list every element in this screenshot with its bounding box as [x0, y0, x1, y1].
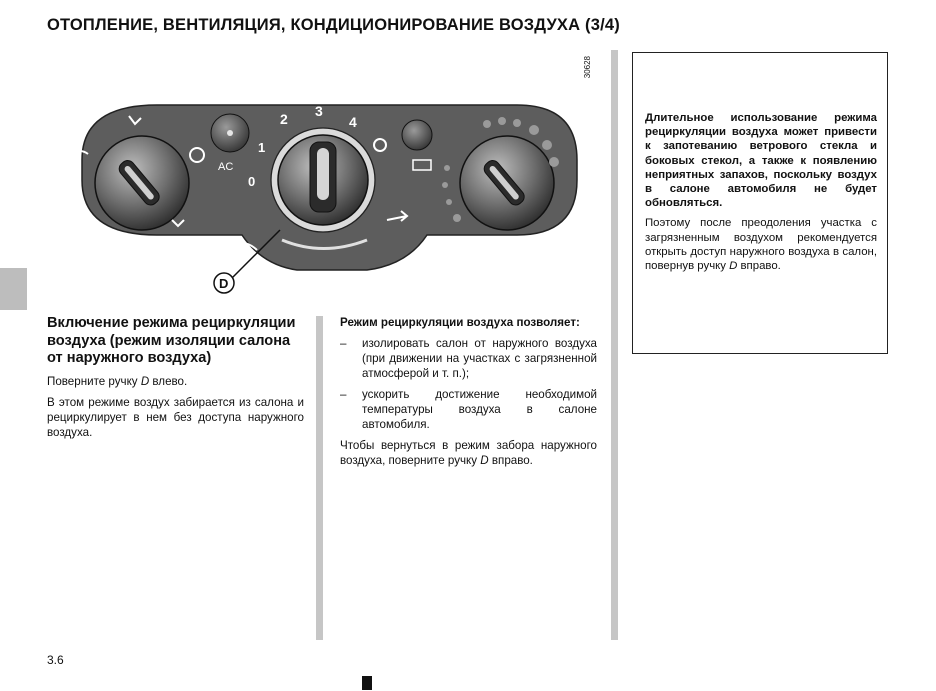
- print-mark: [362, 676, 372, 690]
- p1-text-end: влево.: [149, 374, 188, 388]
- list-item: – изолировать салон от наружного воздуха (при движении на участках с загрязненной атмосферой и т. п.);: [340, 336, 597, 381]
- section-heading: Включение режима рециркуляции воздуха (режим изоляции салона от наружного воздуха): [47, 315, 296, 366]
- knob-ref: D: [729, 260, 738, 273]
- middle-lead: Режим рециркуляции воздуха позволяет:: [340, 316, 580, 329]
- title-part: (3/4): [585, 16, 620, 34]
- section-p2: В этом режиме воздух забирается из салона и рециркулирует в нем без доступа наружного воздуха.: [47, 395, 304, 439]
- chapter-tab: [0, 268, 27, 310]
- temperature-knob: [95, 136, 189, 230]
- knob-ref: D: [140, 374, 150, 388]
- air-distribution-knob: [460, 136, 554, 230]
- note-box: [632, 52, 888, 354]
- middle-column: [340, 315, 597, 474]
- section-p1: [47, 374, 304, 389]
- benefits-list: [340, 336, 597, 432]
- page-title: [47, 16, 620, 35]
- defrost-windscreen-icon: [72, 151, 88, 154]
- return-text: Чтобы вернуться в режим забора наружного воздуха, поверните ручку: [340, 439, 597, 467]
- ac-button: [211, 114, 249, 152]
- knob-ref: D: [480, 454, 489, 467]
- return-paragraph: [340, 438, 597, 468]
- ac-label: AC: [218, 161, 234, 173]
- callout-d-label: D: [219, 276, 229, 291]
- fan-speed-2: 2: [280, 111, 288, 127]
- p1-text: Поверните ручку: [47, 374, 141, 388]
- climate-control-panel-figure: [47, 50, 603, 300]
- fan-speed-0: 0: [248, 174, 256, 189]
- figure-number: 30628: [583, 56, 592, 79]
- fan-speed-1: 1: [258, 140, 266, 155]
- fan-speed-3: 3: [315, 103, 323, 119]
- title-text: ОТОПЛЕНИЕ, ВЕНТИЛЯЦИЯ, КОНДИЦИОНИРОВАНИЕ ВОЗДУХА: [47, 16, 581, 34]
- return-text-end: вправо.: [488, 454, 533, 467]
- advice-text: Поэтому после преодоления участка с загрязненным воздухом рекомендуется открыть доступ наружного воздуха в салон, повернув ручку: [645, 217, 877, 273]
- list-item: – ускорить достижение необходимой температуры воздуха в салоне автомобиля.: [340, 387, 597, 432]
- section-column: [47, 315, 304, 446]
- note-warning: Длительное использование режима рециркуляции воздуха может привести к запотеванию ветрового стекла и боковых стекол, а также к появлению неприятных запахов, поскольку воздух в салоне автомобиля не будет обновляться.: [645, 112, 877, 210]
- page-number: 3.6: [47, 653, 64, 667]
- rear-defrost-button: [402, 120, 432, 150]
- advice-text-end: вправо.: [737, 260, 781, 273]
- fan-speed-4: 4: [349, 114, 357, 130]
- note-advice: [645, 216, 877, 273]
- column-divider: [316, 316, 323, 640]
- note-divider: [611, 50, 618, 640]
